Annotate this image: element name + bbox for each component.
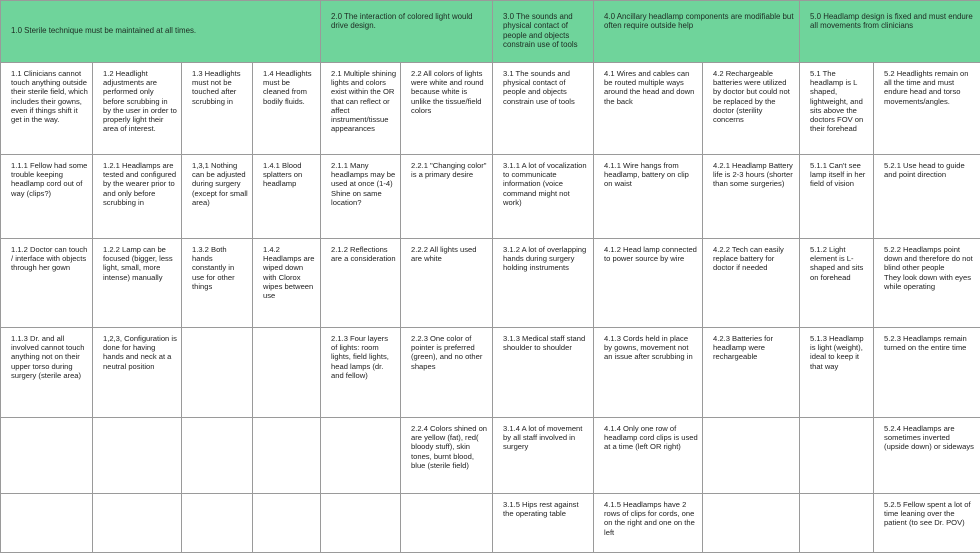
table-cell: 1.2.2 Lamp can be focused (bigger, less light, small, more intense) manually — [93, 239, 182, 328]
table-cell — [93, 494, 182, 553]
table-cell: 3.1.4 A lot of movement by all staff involved in surgery — [493, 418, 594, 494]
table-cell: 4.1.3 Cords held in place by gowns, movement not an issue after scrubbing in — [594, 328, 703, 418]
table-cell: 5.1.1 Can't see lamp itself in her field of vision — [800, 155, 874, 239]
table-cell — [93, 418, 182, 494]
table-cell: 4.1.2 Head lamp connected to power source by wire — [594, 239, 703, 328]
table-cell: 3.1.3 Medical staff stand shoulder to shoulder — [493, 328, 594, 418]
table-cell: 4.1.5 Headlamps have 2 rows of clips for cords, one on the right and one on the left — [594, 494, 703, 553]
table-cell: 1.1.2 Doctor can touch / interface with objects through her gown — [1, 239, 93, 328]
table-cell — [182, 328, 253, 418]
table-row — [1, 239, 980, 328]
table-cell: 5.1 The headlamp is L shaped, lightweight, and sits above the doctors FOV on their forehead — [800, 63, 874, 155]
table-row — [1, 155, 980, 239]
table-cell: 1,2,3, Configuration is done for having hands and neck at a neutral position — [93, 328, 182, 418]
header-row — [1, 1, 980, 63]
table-row — [1, 328, 980, 418]
table-cell: 5.2.4 Headlamps are sometimes inverted (upside down) or sideways — [874, 418, 980, 494]
table-cell: 1.1.3 Dr. and all involved cannot touch anything not on their upper torso during surgery (sterile area) — [1, 328, 93, 418]
table-cell: 1.3 Headlights must not be touched after scrubbing in — [182, 63, 253, 155]
table-cell: 1.1.1 Fellow had some trouble keeping headlamp cord out of way (clips?) — [1, 155, 93, 239]
table-cell: 2.1.3 Four layers of lights: room lights, field lights, head lamps (dr. and fellow) — [321, 328, 401, 418]
table-cell: 1.4.2 Headlamps are wiped down with Clorox wipes between use — [253, 239, 321, 328]
table-cell — [253, 494, 321, 553]
table-cell: 5.2.3 Headlamps remain turned on the entire time — [874, 328, 980, 418]
table-cell: 1.1 Clinicians cannot touch anything outside their sterile field, which includes their gowns, even if things shift it get in the way. — [1, 63, 93, 155]
table-cell: 3.1 The sounds and physical contact of people and objects constrain use of tools — [493, 63, 594, 155]
table-cell: 1.3.2 Both hands constantly in use for other things — [182, 239, 253, 328]
table-row — [1, 494, 980, 553]
table-cell — [253, 328, 321, 418]
table-cell: 4.2 Rechargeable batteries were utilized by doctor but could not be replaced by the doctor (sterility concerns — [703, 63, 800, 155]
table-cell: 1.2 Headlight adjustments are performed only before scrubbing in by the user in order to properly light their area of interest. — [93, 63, 182, 155]
table-cell: 4.2.2 Tech can easily replace battery for doctor if needed — [703, 239, 800, 328]
header-cell-3: 3.0 The sounds and physical contact of people and objects constrain use of tools — [493, 1, 594, 63]
table-cell — [321, 494, 401, 553]
header-cell-4: 4.0 Ancillary headlamp components are modifiable but often require outside help — [594, 1, 800, 63]
header-cell-1: 1.0 Sterile technique must be maintained at all times. — [1, 1, 321, 63]
table-cell: 1,3,1 Nothing can be adjusted during surgery (except for small area) — [182, 155, 253, 239]
table-cell: 2.1 Multiple shining lights and colors exist within the OR that can reflect or affect instrument/tissue appearances — [321, 63, 401, 155]
table-cell: 4.1.4 Only one row of headlamp cord clips is used at a time (left OR right) — [594, 418, 703, 494]
table-cell: 3.1.2 A lot of overlapping hands during surgery holding instruments — [493, 239, 594, 328]
table-cell — [800, 494, 874, 553]
table-cell — [321, 418, 401, 494]
header-cell-5: 5.0 Headlamp design is fixed and must endure all movements from clinicians — [800, 1, 980, 63]
table-cell: 2.1.1 Many headlamps may be used at once (1-4) Shine on same location? — [321, 155, 401, 239]
table-cell: 1.4 Headlights must be cleaned from bodily fluids. — [253, 63, 321, 155]
table-cell — [703, 494, 800, 553]
header-cell-2: 2.0 The interaction of colored light would drive design. — [321, 1, 493, 63]
table-cell: 5.2.5 Fellow spent a lot of time leaning over the patient (to see Dr. POV) — [874, 494, 980, 553]
table-cell: 4.1 Wires and cables can be routed multiple ways around the head and down the back — [594, 63, 703, 155]
table-cell — [703, 418, 800, 494]
table-cell — [1, 418, 93, 494]
table-cell: 2.2.2 All lights used are white — [401, 239, 493, 328]
table-row — [1, 63, 980, 155]
table-cell: 2.2 All colors of lights were white and round because white is unlike the tissue/field colors — [401, 63, 493, 155]
table-cell: 1.2.1 Headlamps are tested and configured by the wearer prior to and only before scrubbing in — [93, 155, 182, 239]
table-cell: 2.2.3 One color of pointer is preferred (green), and no other shapes — [401, 328, 493, 418]
table-cell: 5.2 Headlights remain on all the time and must endure head and torso movements/angles. — [874, 63, 980, 155]
table-cell: 3.1.5 Hips rest against the operating table — [493, 494, 594, 553]
table-cell — [800, 418, 874, 494]
table-cell: 5.1.3 Headlamp is light (weight), ideal to keep it that way — [800, 328, 874, 418]
table-cell: 5.2.2 Headlamps point down and therefore do not blind other people They look down with eyes while operating — [874, 239, 980, 328]
table-cell — [182, 418, 253, 494]
table-cell — [1, 494, 93, 553]
table-cell — [182, 494, 253, 553]
table-cell: 4.2.1 Headlamp Battery life is 2-3 hours (shorter than some surgeries) — [703, 155, 800, 239]
table-cell: 5.2.1 Use head to guide and point direction — [874, 155, 980, 239]
table-cell: 4.1.1 Wire hangs from headlamp, battery on clip on waist — [594, 155, 703, 239]
table-cell — [253, 418, 321, 494]
table-cell: 2.1.2 Reflections are a consideration — [321, 239, 401, 328]
table-cell: 1.4.1 Blood splatters on headlamp — [253, 155, 321, 239]
table-cell: 2.2.1 "Changing color" is a primary desire — [401, 155, 493, 239]
table-cell: 2.2.4 Colors shined on are yellow (fat), red( bloody stuff), skin tones, burnt blood, blue (sterile field) — [401, 418, 493, 494]
table-row — [1, 418, 980, 494]
table-cell: 4.2.3 Batteries for headlamp were rechargeable — [703, 328, 800, 418]
table-cell: 3.1.1 A lot of vocalization to communicate information (voice command might not work) — [493, 155, 594, 239]
table-cell: 5.1.2 Light element is L-shaped and sits on forehead — [800, 239, 874, 328]
table-cell — [401, 494, 493, 553]
